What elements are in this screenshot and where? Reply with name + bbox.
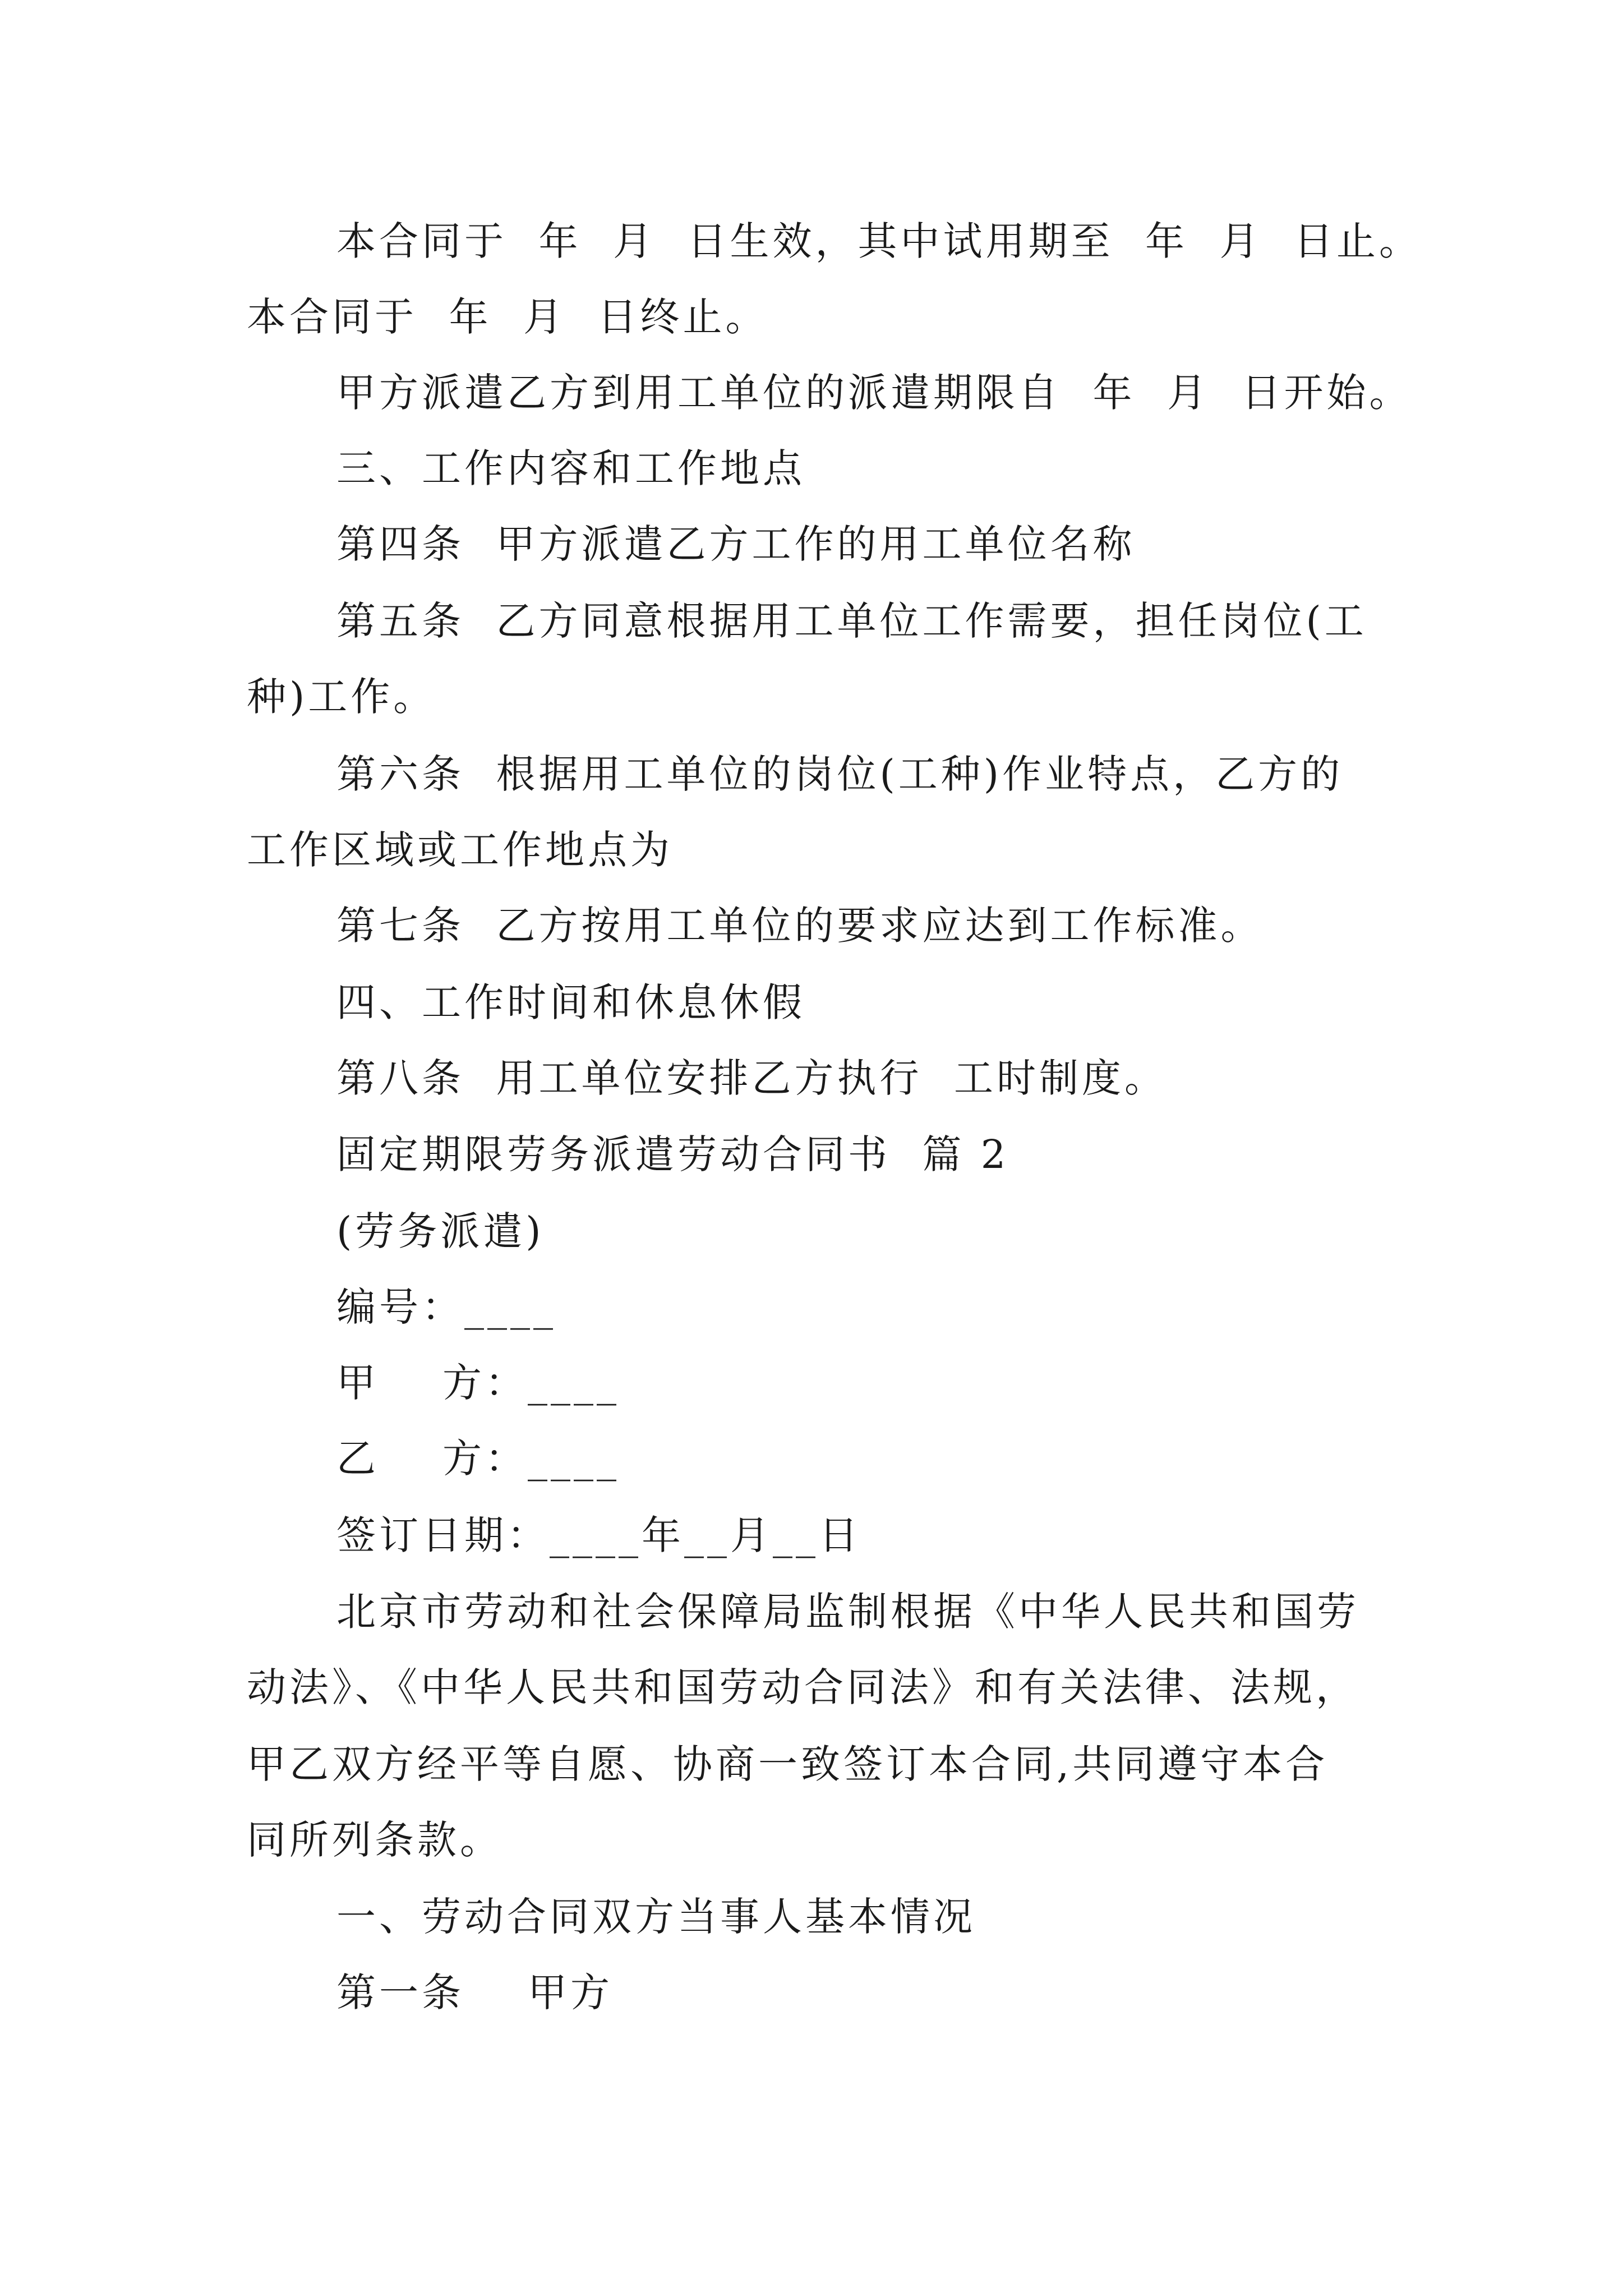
text-line: 甲方派遣乙方到用工单位的派遣期限自 年 月 日开始。 [336, 370, 1412, 416]
text-line: 北京市劳动和社会保障局监制根据《中华人民共和国劳 [336, 1589, 1359, 1635]
number-field: 编号：____ [336, 1284, 556, 1330]
text-line: 本合同于 年 月 日终止。 [247, 294, 768, 340]
text-line: 第六条 根据用工单位的岗位(工种)作业特点，乙方的 [336, 751, 1344, 797]
signing-date-field: 签订日期：____年__月__日 [336, 1512, 861, 1558]
text-line: 种)工作。 [247, 674, 436, 720]
text-line: 第七条 乙方按用工单位的要求应达到工作标准。 [336, 903, 1264, 949]
text-line: 第五条 乙方同意根据用工单位工作需要，担任岗位(工 [336, 598, 1367, 644]
section-heading: 三、工作内容和工作地点 [336, 445, 805, 491]
text-line: 动法》、《中华人民共和国劳动合同法》和有关法律、法规， [247, 1664, 1358, 1710]
text-line: 甲乙双方经平等自愿、协商一致签订本合同,共同遵守本合 [247, 1741, 1329, 1787]
section-heading: 一、劳动合同双方当事人基本情况 [336, 1894, 976, 1940]
party-a-field: 甲 方：____ [336, 1360, 620, 1406]
party-b-field: 乙 方：____ [336, 1435, 620, 1481]
text-line: 同所列条款。 [247, 1817, 502, 1863]
section-heading: 四、工作时间和休息休假 [336, 979, 805, 1025]
text-line: 本合同于 年 月 日生效，其中试用期至 年 月 日止。 [336, 218, 1422, 264]
document-subtitle: (劳务派遣) [336, 1208, 545, 1254]
text-line: 工作区域或工作地点为 [247, 827, 673, 873]
text-line: 第四条 甲方派遣乙方工作的用工单位名称 [336, 521, 1136, 567]
document-title: 固定期限劳务派遣劳动合同书 篇 2 [336, 1131, 1009, 1177]
text-line: 第八条 用工单位安排乙方执行 工时制度。 [336, 1055, 1168, 1101]
text-line: 第一条 甲方 [336, 1970, 614, 2016]
